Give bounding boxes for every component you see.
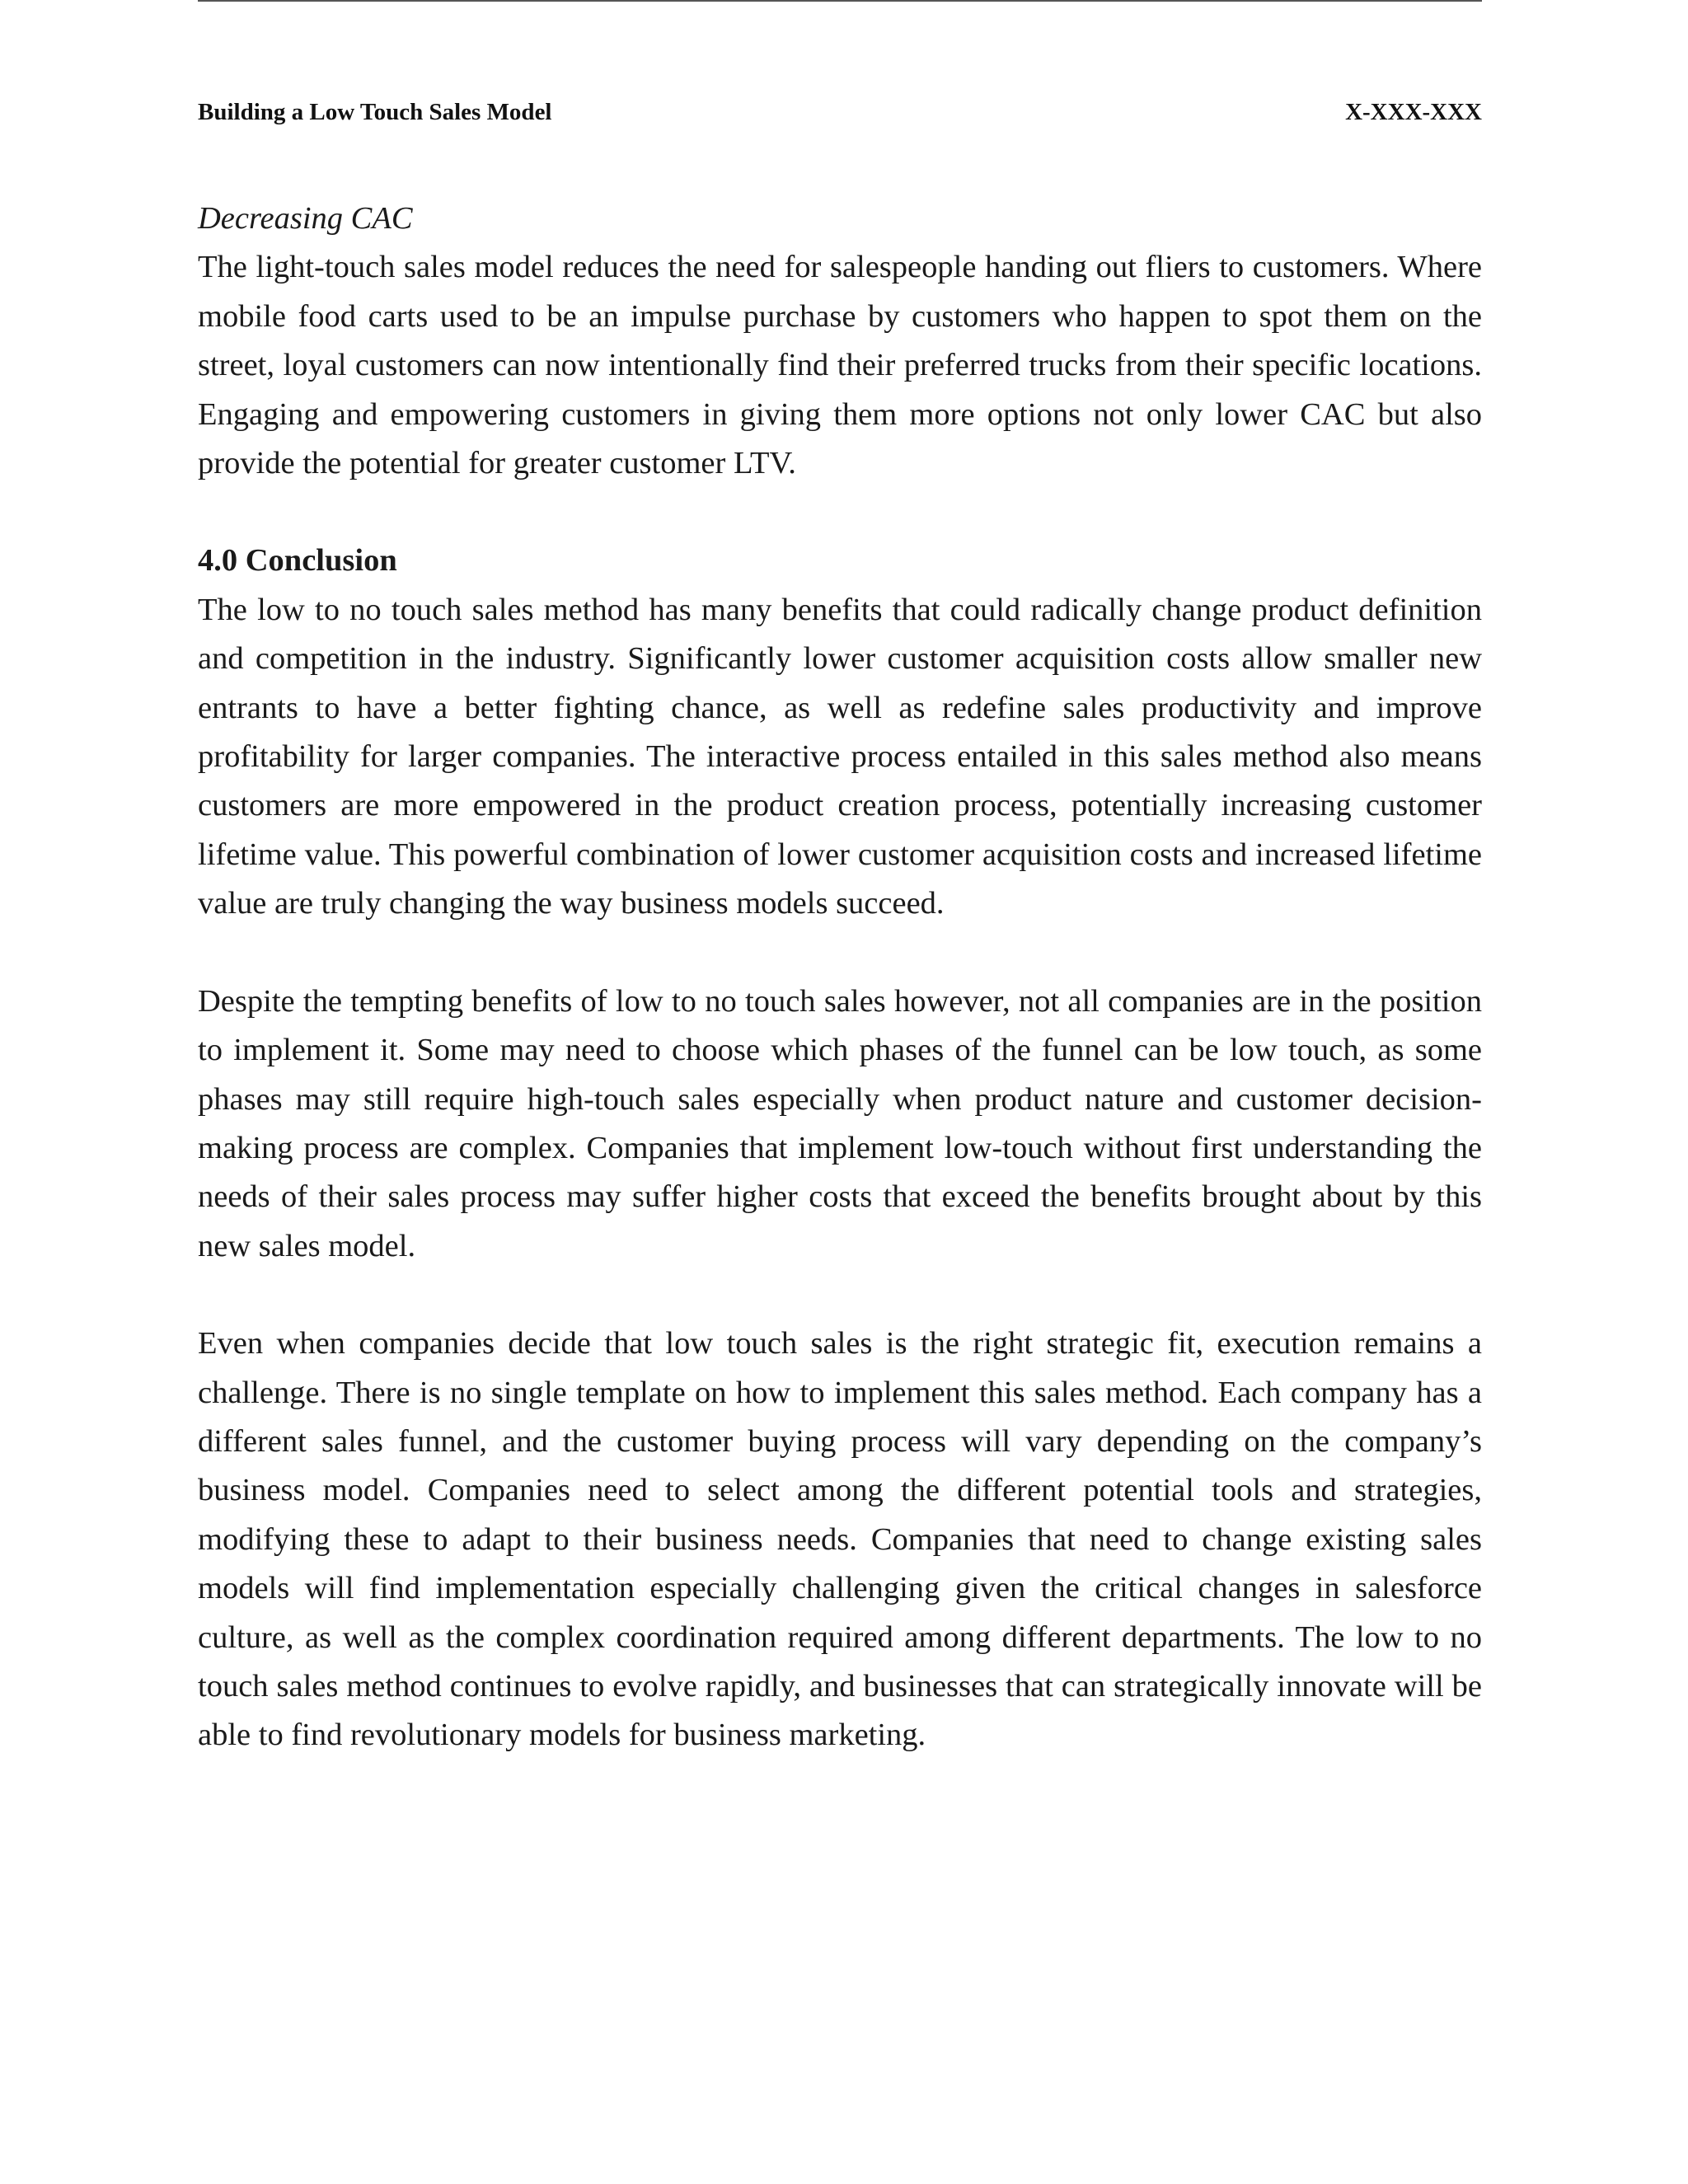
document-page: [198, 0, 1482, 2184]
running-header: [198, 97, 1482, 127]
header-title: Building a Low Touch Sales Model: [198, 99, 552, 125]
section-heading-conclusion: 4.0 Conclusion: [198, 543, 397, 579]
paragraph-conclusion-1: The low to no touch sales method has many benefits that could radically change product definition and competition in the industry. Significantly lower customer acquisition costs allow smaller new entrants to have a better fighting chance, as well as redefine sales productivity and improve profitability for larger companies. The interactive process entailed in this sales method also means customers are more empowered in the product creation process, potentially increasing customer lifetime value. This powerful combination of lower customer acquisition costs and increased lifetime value are truly changing the way business models succeed.: [198, 592, 1482, 921]
subheading-decreasing-cac: Decreasing CAC: [198, 201, 413, 236]
document-body: [198, 194, 1482, 1760]
top-rule: [198, 0, 1482, 2]
paragraph-conclusion-3: Even when companies decide that low touch sales is the right strategic fit, execution remains a challenge. There is no single template on how to implement this sales method. Each company has a different sales funnel, and the customer buying process will vary depending on the company’s business model. Companies need to select among the different potential tools and strategies, modifying these to adapt to their business needs. Companies that need to change existing sales models will find implementation especially challenging given the critical changes in salesforce culture, as well as the complex coordination required among different departments. The low to no touch sales method continues to evolve rapidly, and businesses that can strategically innovate will be able to find revolutionary models for business marketing.: [198, 1326, 1482, 1753]
paragraph-cac: The light-touch sales model reduces the need for salespeople handing out fliers to customers. Where mobile food carts used to be an impulse purchase by customers who happen to spot them on the street, loyal customers can now intentionally find their preferred trucks from their specific locations. Engaging and empowering customers in giving them more options not only lower CAC but also provide the potential for greater customer LTV.: [198, 250, 1482, 481]
paragraph-conclusion-2: Despite the tempting benefits of low to no touch sales however, not all companies are in the position to implement it. Some may need to choose which phases of the funnel can be low touch, as some phases may still require high-touch sales especially when product nature and customer decision-making process are complex. Companies that implement low-touch without first understanding the needs of their sales process may suffer higher costs that exceed the benefits brought about by this new sales model.: [198, 983, 1482, 1263]
header-doc-id: X-XXX-XXX: [1345, 99, 1482, 125]
